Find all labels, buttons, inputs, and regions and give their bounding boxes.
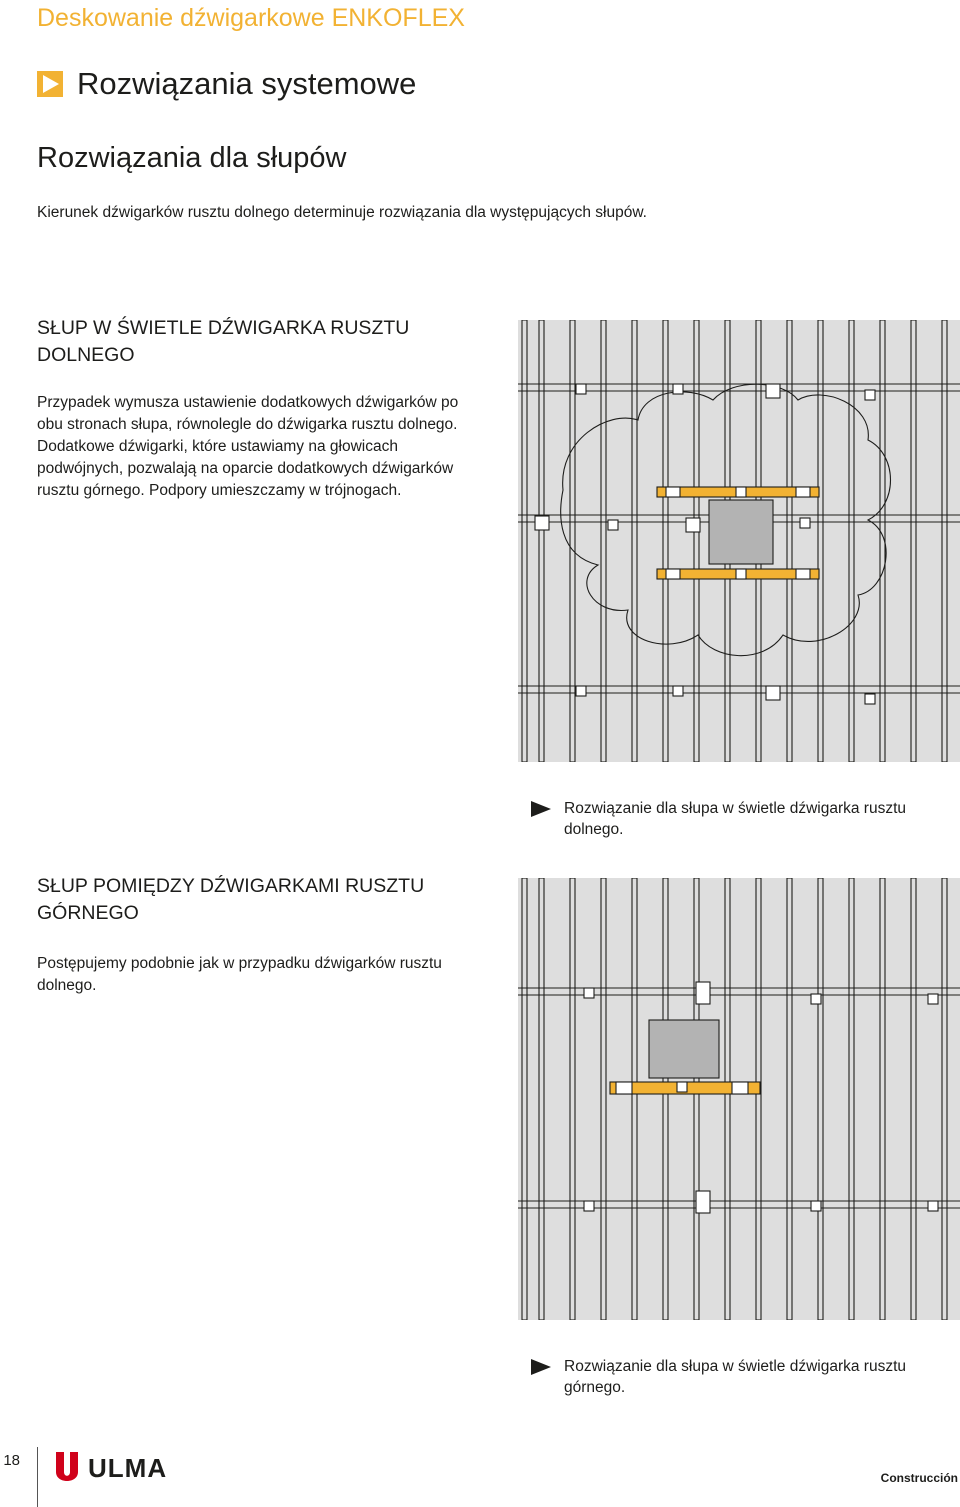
block2-caption-text: Rozwiązanie dla słupa w świetle dźwigarka rusztu górnego. (564, 1358, 907, 1396)
block2-heading: SŁUP POMIĘDZY DŹWIGARKAMI RUSZTU GÓRNEGO (37, 875, 425, 924)
triangle-arrow-icon (518, 798, 564, 817)
column (709, 500, 773, 564)
document-title: Deskowanie dźwigarkowe ENKOFLEX (37, 4, 465, 32)
triangle-arrow-icon (518, 1356, 564, 1375)
block1-caption-text: Rozwiązanie dla słupa w świetle dźwigarka rusztu dolnego. (564, 800, 907, 838)
intro-text: Kierunek dźwigarków rusztu dolnego determinuje rozwiązania dla występujących słupów. (37, 204, 647, 221)
division-name: Construcción (880, 1471, 958, 1485)
footer-divider (37, 1447, 38, 1507)
prop-heads (535, 384, 875, 704)
diagram-column-lower-grid (518, 320, 960, 762)
ulma-logo (52, 1450, 167, 1486)
vertical-beams (522, 878, 947, 1320)
ulma-emblem-icon (52, 1450, 82, 1486)
block2-body: Postępujemy podobnie jak w przypadku dźwigarków rusztu dolnego. (37, 955, 442, 994)
section-title: Rozwiązania systemowe (77, 66, 417, 101)
block1-caption (518, 798, 960, 840)
horizontal-beams (518, 988, 960, 1208)
block1-body: Przypadek wymusza ustawienie dodatkowych dźwigarków po obu stronach słupa, równolegle do dźwigarka rusztu dolnego. Dodatkowe dźwigarki, które ustawiamy na głowicach podwójnych, pozwalają na oparcie dodatkowych dźwigarków rusztu górnego. Podpory umieszczamy w trójnogach. (37, 394, 459, 499)
column (649, 1020, 719, 1078)
block1-heading: SŁUP W ŚWIETLE DŹWIGARKA RUSZTU DOLNEGO (37, 317, 410, 366)
diagram-column-upper-grid (518, 878, 960, 1320)
section-header (37, 64, 416, 104)
block2-caption (518, 1356, 960, 1398)
subsection-title: Rozwiązania dla słupów (37, 142, 347, 174)
page-number: 18 (3, 1452, 20, 1469)
brand-name: ULMA (88, 1452, 168, 1483)
play-arrow-icon (37, 71, 63, 97)
